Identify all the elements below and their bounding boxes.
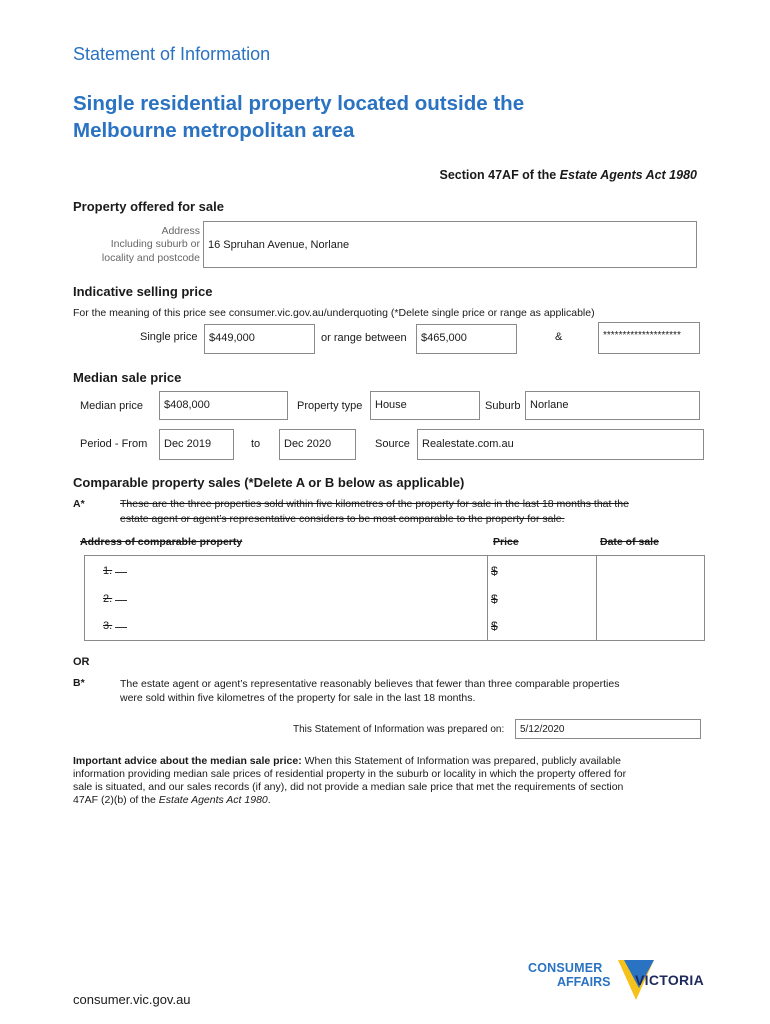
advice-line-4-prefix: 47AF (2)(b) of the	[73, 794, 159, 806]
advice-line-3: sale is situated, and our sales records (if any), did not provide a median sale price that met the requirements of section	[73, 781, 624, 793]
median-heading: Median sale price	[73, 370, 182, 385]
logo-victoria-word: VICTORIA	[635, 972, 705, 988]
prepared-date-field[interactable]: 5/12/2020	[515, 719, 701, 739]
single-price-field[interactable]: $449,000	[204, 324, 315, 354]
col-address-header: Address of comparable property	[80, 536, 243, 548]
option-b-marker: B*	[73, 677, 85, 689]
document-title: Statement of Information	[73, 44, 271, 64]
comparable-heading: Comparable property sales (*Delete A or B below as applicable)	[73, 475, 465, 490]
advice-lead: Important advice about the median sale price:	[73, 755, 302, 767]
property-type-label: Property type	[297, 400, 363, 412]
section-ref-act: Estate Agents Act 1980	[559, 168, 697, 182]
advice-line-4-suffix: .	[267, 794, 271, 806]
range-low-field[interactable]: $465,000	[416, 324, 517, 354]
address-label-2: Including suburb or	[110, 238, 200, 250]
address-field[interactable]: 16 Spruhan Avenue, Norlane	[203, 221, 697, 268]
row-2-strike-line	[115, 600, 127, 601]
indicative-heading: Indicative selling price	[73, 284, 213, 299]
advice-act: Estate Agents Act 1980	[158, 794, 268, 806]
period-from-label: Period - From	[80, 438, 148, 450]
comparable-row-3-number: 3.	[103, 620, 113, 632]
price-column-cell[interactable]	[487, 555, 597, 641]
single-price-label: Single price	[140, 331, 198, 343]
property-type-field[interactable]: House	[370, 391, 480, 420]
median-price-label: Median price	[80, 400, 143, 412]
period-to-label: to	[251, 438, 261, 450]
range-label: or range between	[321, 332, 407, 344]
logo-line-1: CONSUMER	[528, 961, 603, 975]
option-a-text-line-1: These are the three properties sold within five kilometres of the property for sale in the last 18 months that the	[120, 498, 629, 510]
col-price-header: Price	[493, 536, 519, 548]
property-heading: Property offered for sale	[73, 199, 224, 214]
address-label-3: locality and postcode	[101, 252, 200, 264]
median-price-field[interactable]: $408,000	[159, 391, 288, 420]
prepared-on-label: This Statement of Information was prepared on:	[293, 724, 505, 735]
comparable-row-2-number: 2.	[103, 593, 113, 605]
option-b-text-line-2: were sold within five kilometres of the property for sale in the last 18 months.	[120, 692, 476, 704]
address-column-cell[interactable]	[84, 555, 488, 641]
option-a-marker: A*	[73, 498, 85, 510]
option-a-text-line-2: estate agent or agent’s representative considers to be most comparable to the property for sale.	[120, 513, 565, 525]
suburb-label: Suburb	[485, 400, 521, 412]
logo-line-2: AFFAIRS	[557, 975, 611, 989]
option-b-text-line-1: The estate agent or agent’s representative reasonably believes that fewer than three comparable properties	[120, 678, 620, 690]
suburb-field[interactable]: Norlane	[525, 391, 700, 420]
advice-line-1-rest: When this Statement of Information was prepared, publicly available	[301, 755, 621, 767]
comparable-row-1-number: 1.	[103, 565, 113, 577]
advice-line-1	[73, 754, 621, 768]
main-title-line-1: Single residential property located outside the	[73, 92, 525, 115]
source-label: Source	[375, 438, 410, 450]
row-1-strike-line	[115, 572, 127, 573]
main-title-line-2: Melbourne metropolitan area	[73, 119, 355, 142]
range-high-field[interactable]: ********************	[598, 322, 700, 354]
section-reference	[440, 168, 697, 182]
section-ref-prefix: Section 47AF of the	[439, 168, 560, 182]
range-ampersand: &	[555, 331, 563, 343]
period-to-field[interactable]: Dec 2020	[279, 429, 356, 460]
footer-website-link[interactable]: consumer.vic.gov.au	[73, 992, 191, 1007]
period-from-field[interactable]: Dec 2019	[159, 429, 234, 460]
comparable-row-3-price: $	[491, 619, 498, 633]
comparable-row-1-price: $	[491, 564, 498, 578]
indicative-note: For the meaning of this price see consumer.vic.gov.au/underquoting (*Delete single price or range as applicable)	[73, 307, 595, 319]
consumer-affairs-victoria-logo	[528, 958, 703, 1004]
source-field[interactable]: Realestate.com.au	[417, 429, 704, 460]
date-column-cell[interactable]	[596, 555, 705, 641]
address-label-1: Address	[161, 225, 200, 237]
row-3-strike-line	[115, 627, 127, 628]
comparable-row-2-price: $	[491, 592, 498, 606]
advice-line-4	[73, 793, 271, 807]
or-label: OR	[73, 656, 90, 668]
col-date-header: Date of sale	[600, 536, 659, 548]
advice-line-2: information providing median sale prices of residential property in the suburb or locality in which the property offered for	[73, 768, 627, 780]
